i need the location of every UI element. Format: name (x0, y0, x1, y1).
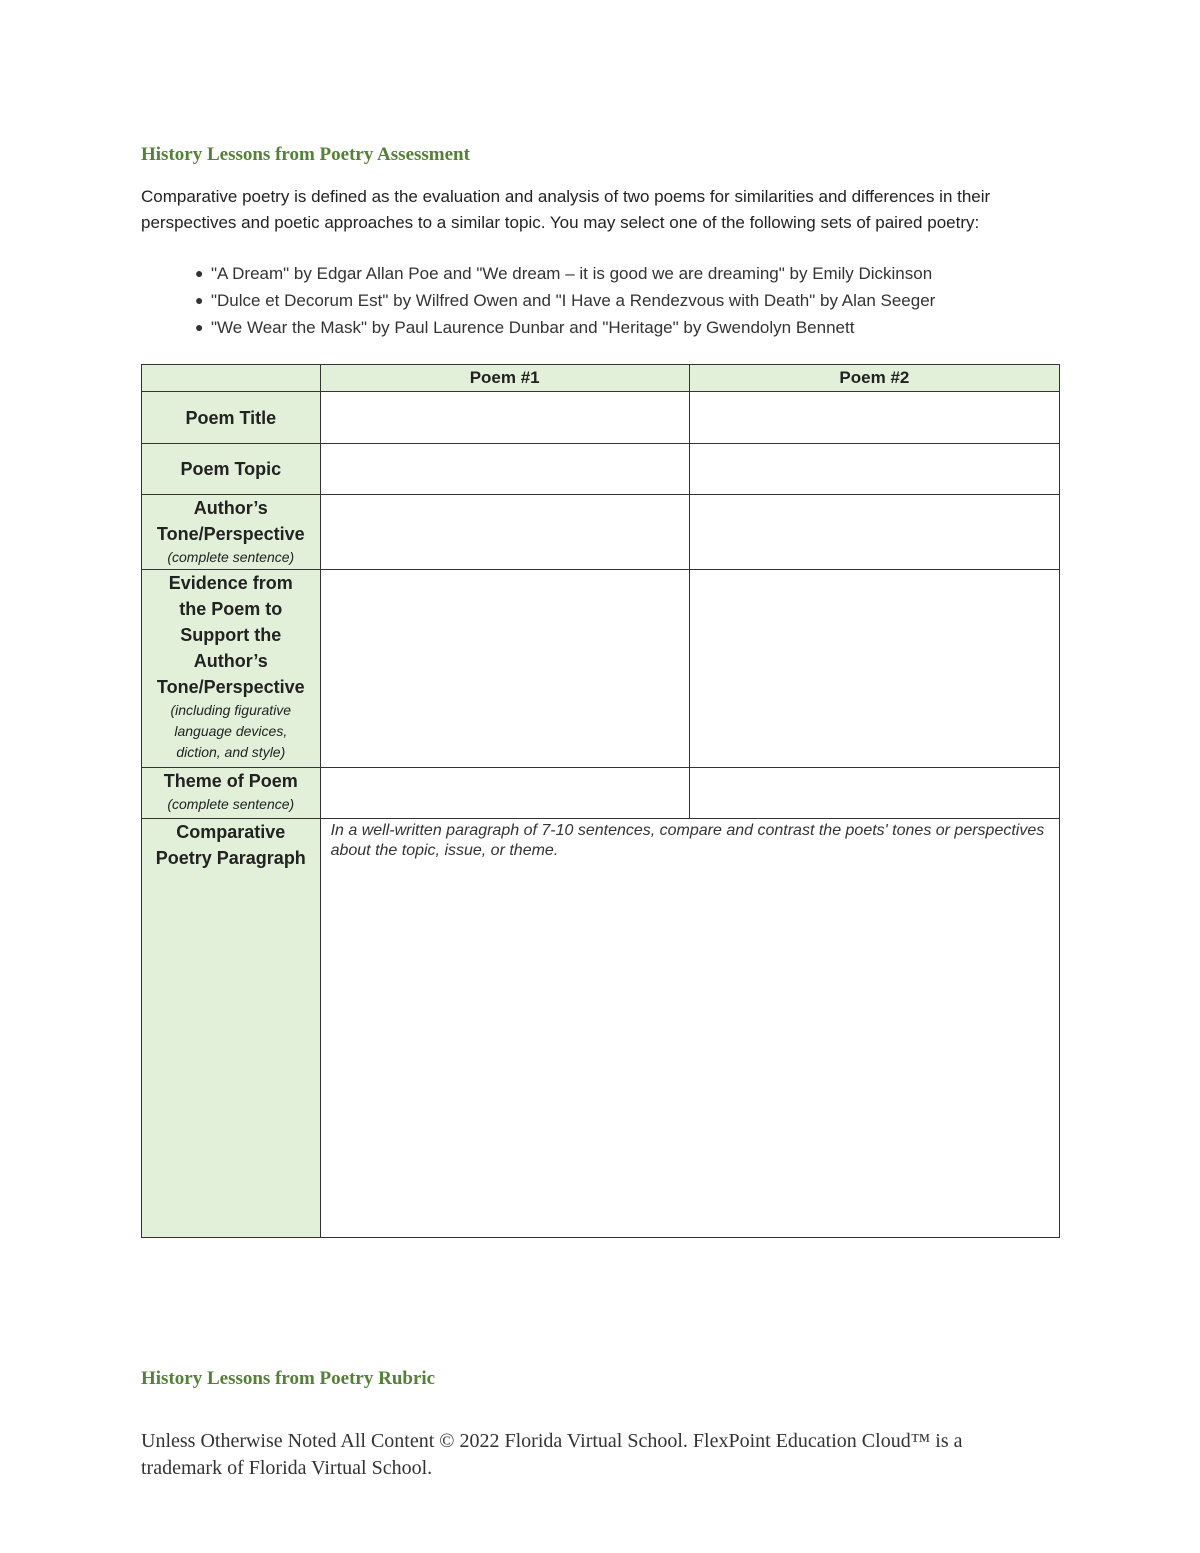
row-label-comparative-paragraph: Comparative Poetry Paragraph (142, 819, 321, 1238)
row-label-theme: Theme of Poem (complete sentence) (142, 768, 321, 819)
header-poem-2: Poem #2 (689, 365, 1059, 392)
table-row (142, 570, 1060, 768)
poem-pair-text: "A Dream" by Edgar Allan Poe and "We dream – it is good we are dreaming" by Emily Dickinson (211, 264, 933, 283)
poem-2-theme-cell[interactable] (689, 768, 1059, 819)
header-blank-cell (142, 365, 321, 392)
table-header-row (142, 365, 1060, 392)
poem-2-title-cell[interactable] (689, 392, 1059, 444)
poem-2-evidence-cell[interactable] (689, 570, 1059, 768)
row-label-evidence: Evidence from the Poem to Support the Author’s Tone/Perspective (including figurative language devices, diction, and style) (142, 570, 321, 768)
bullet-dot-icon: ● (195, 265, 204, 281)
table-row (142, 495, 1060, 570)
table-row (142, 444, 1060, 495)
row-label-poem-topic: Poem Topic (142, 444, 321, 495)
poem-1-evidence-cell[interactable] (320, 570, 689, 768)
header-poem-1: Poem #1 (320, 365, 689, 392)
assessment-title: History Lessons from Poetry Assessment (141, 144, 470, 165)
poem-pairs-list (195, 260, 935, 341)
table-row (142, 819, 1060, 1238)
poem-2-tone-cell[interactable] (689, 495, 1059, 570)
table-row (142, 768, 1060, 819)
bullet-dot-icon: ● (195, 319, 204, 335)
copyright-footer: Unless Otherwise Noted All Content © 2022 Florida Virtual School. FlexPoint Education Cloud™ is a trademark of Florida Virtual School. (141, 1430, 963, 1479)
poem-pair-text: "Dulce et Decorum Est" by Wilfred Owen and "I Have a Rendezvous with Death" by Alan Seeger (211, 291, 936, 310)
poem-1-title-cell[interactable] (320, 392, 689, 444)
poem-1-theme-cell[interactable] (320, 768, 689, 819)
list-item (195, 260, 935, 287)
poem-pair-text: "We Wear the Mask" by Paul Laurence Dunbar and "Heritage" by Gwendolyn Bennett (211, 318, 855, 337)
row-label-poem-title: Poem Title (142, 392, 321, 444)
poem-1-topic-cell[interactable] (320, 444, 689, 495)
comparative-paragraph-cell[interactable] (320, 819, 1059, 1238)
list-item (195, 314, 935, 341)
intro-paragraph: Comparative poetry is defined as the evaluation and analysis of two poems for similarities and differences in their perspectives and poetic approaches to a similar topic. You may select one of the following sets of paired poetry: (141, 187, 991, 232)
comparison-table (141, 364, 1060, 1238)
row-label-tone: Author’s Tone/Perspective (complete sentence) (142, 495, 321, 570)
poem-1-tone-cell[interactable] (320, 495, 689, 570)
poem-2-topic-cell[interactable] (689, 444, 1059, 495)
bullet-dot-icon: ● (195, 292, 204, 308)
list-item (195, 287, 935, 314)
paragraph-prompt: In a well-written paragraph of 7-10 sentences, compare and contrast the poets' tones or perspectives about the topic, issue, or theme. (330, 822, 1045, 859)
table-row (142, 392, 1060, 444)
rubric-title: History Lessons from Poetry Rubric (141, 1368, 436, 1389)
